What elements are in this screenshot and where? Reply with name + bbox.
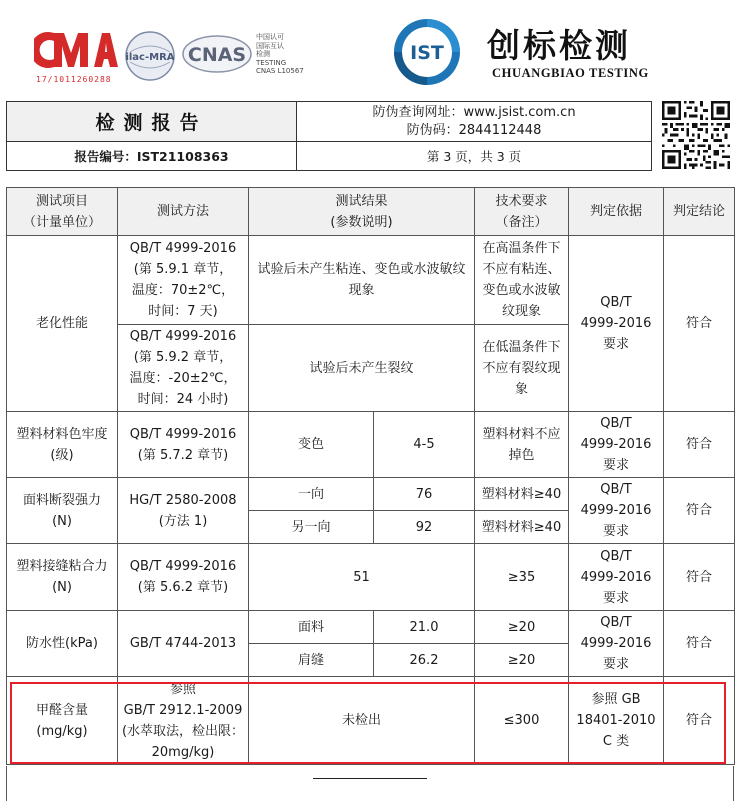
aging-method-1-text: QB/T 4999-2016 (第 5.9.1 章节， 温度：70±2℃， 时间：7 天) bbox=[129, 241, 237, 319]
aging-method-2 bbox=[118, 325, 249, 412]
header-item bbox=[7, 188, 118, 236]
aging-result-1: 试验后未产生粘连、变色或水波敏纹现象 bbox=[249, 236, 475, 325]
color-fastness-item bbox=[7, 412, 118, 478]
color-fastness-basis bbox=[569, 412, 664, 478]
table-row bbox=[7, 611, 735, 644]
ist-logo-icon bbox=[391, 16, 463, 88]
waterproof-param-2: 肩缝 bbox=[249, 644, 374, 677]
report-title-cell bbox=[7, 102, 297, 142]
report-number: 报告编号：IST21108363 bbox=[7, 142, 297, 170]
header-requirement bbox=[475, 188, 569, 236]
waterproof-item: 防水性(kPa) bbox=[7, 611, 118, 677]
tear-item-text: 面料断裂强力 (N) bbox=[22, 492, 101, 529]
cnas-side-text bbox=[256, 33, 304, 76]
aging-req-1: 在高温条件下不应有粘连、变色或水波敏纹现象 bbox=[475, 236, 569, 325]
cma-mark-icon bbox=[34, 28, 118, 72]
anti-fake-cell bbox=[297, 102, 651, 142]
cnas-line: 国际互认 bbox=[256, 41, 284, 50]
formaldehyde-conclusion: 符合 bbox=[664, 677, 735, 765]
aging-result-2: 试验后未产生裂纹 bbox=[249, 325, 475, 412]
svg-text:ilac-MRA: ilac-MRA bbox=[125, 52, 175, 63]
color-fastness-basis-text: QB/T 4999-2016 要求 bbox=[580, 416, 652, 473]
formaldehyde-result: 未检出 bbox=[249, 677, 475, 765]
cnas-line: TESTING bbox=[256, 58, 287, 67]
brand-name-cn: 创标检测 bbox=[487, 26, 631, 65]
formaldehyde-item-text: 甲醛含量 (mg/kg) bbox=[35, 702, 88, 739]
tear-method-text: HG/T 2580-2008 (方法 1) bbox=[129, 492, 237, 529]
ilac-mra-logo-icon bbox=[124, 30, 176, 82]
color-fastness-param: 变色 bbox=[249, 412, 374, 478]
cnas-logo-icon bbox=[182, 34, 252, 74]
seam-item bbox=[7, 544, 118, 611]
header-result bbox=[249, 188, 475, 236]
aging-item: 老化性能 bbox=[7, 236, 118, 412]
seam-method-text: QB/T 4999-2016 (第 5.6.2 章节) bbox=[129, 559, 237, 595]
aging-basis bbox=[569, 236, 664, 412]
header-conclusion bbox=[664, 188, 735, 236]
header-item-text: 测试项目 （计量单位） bbox=[22, 193, 101, 230]
aging-req-2: 在低温条件下不应有裂纹现象 bbox=[475, 325, 569, 412]
table-row bbox=[7, 412, 735, 478]
seam-basis-text: QB/T 4999-2016 要求 bbox=[580, 548, 652, 606]
cma-logo bbox=[34, 28, 118, 88]
formaldehyde-item bbox=[7, 677, 118, 765]
formaldehyde-req: ≤300 bbox=[475, 677, 569, 765]
report-title: 检测报告 bbox=[95, 112, 208, 134]
color-fastness-method bbox=[118, 412, 249, 478]
formaldehyde-basis bbox=[569, 677, 664, 765]
header-basis bbox=[569, 188, 664, 236]
aging-method-1 bbox=[118, 236, 249, 325]
aging-basis-text: QB/T 4999-2016 要求 bbox=[580, 295, 652, 352]
tear-conclusion: 符合 bbox=[664, 478, 735, 544]
end-of-report-line bbox=[313, 778, 427, 779]
tear-param-1: 一向 bbox=[249, 478, 374, 511]
color-fastness-value: 4-5 bbox=[374, 412, 475, 478]
tear-basis-text: QB/T 4999-2016 要求 bbox=[580, 482, 652, 539]
waterproof-value-2: 26.2 bbox=[374, 644, 475, 677]
cnas-line: 中国认可 bbox=[256, 33, 284, 41]
table-row bbox=[7, 236, 735, 325]
svg-text:IST: IST bbox=[410, 42, 444, 64]
color-fastness-conclusion: 符合 bbox=[664, 412, 735, 478]
table-row bbox=[7, 478, 735, 511]
seam-method bbox=[118, 544, 249, 611]
tear-value-1: 76 bbox=[374, 478, 475, 511]
tear-req-1: 塑料材料≥40 bbox=[475, 478, 569, 511]
svg-text:CNAS: CNAS bbox=[187, 44, 247, 66]
header-method bbox=[118, 188, 249, 236]
formaldehyde-method bbox=[118, 677, 249, 765]
formaldehyde-basis-text: 参照 GB 18401-2010 C 类 bbox=[576, 692, 656, 749]
waterproof-conclusion: 符合 bbox=[664, 611, 735, 677]
seam-basis bbox=[569, 544, 664, 611]
aging-method-2-text: QB/T 4999-2016 (第 5.9.2 章节， 温度：-20±2℃， 时间：24 小时) bbox=[129, 329, 237, 407]
header-result-text: 测试结果 (参数说明) bbox=[330, 193, 393, 230]
header-method-text: 测试方法 bbox=[156, 204, 209, 219]
waterproof-basis bbox=[569, 611, 664, 677]
waterproof-method: GB/T 4744-2013 bbox=[118, 611, 249, 677]
page-indicator: 第 3 页，共 3 页 bbox=[426, 149, 522, 164]
table-footer-frame bbox=[6, 766, 734, 801]
tear-req-2: 塑料材料≥40 bbox=[475, 511, 569, 544]
brand-name-en: CHUANGBIAO TESTING bbox=[492, 66, 649, 80]
color-fastness-req: 塑料材料不应掉色 bbox=[475, 412, 569, 478]
header-requirement-text: 技术要求 （备注） bbox=[495, 193, 548, 230]
seam-conclusion: 符合 bbox=[664, 544, 735, 611]
table-row bbox=[7, 677, 735, 765]
seam-item-text: 塑料接缝粘合力 (N) bbox=[16, 559, 108, 595]
waterproof-req-2: ≥20 bbox=[475, 644, 569, 677]
tear-method bbox=[118, 478, 249, 544]
waterproof-req-1: ≥20 bbox=[475, 611, 569, 644]
tear-item bbox=[7, 478, 118, 544]
waterproof-basis-text: QB/T 4999-2016 要求 bbox=[580, 615, 652, 672]
anti-fake-code: 防伪码：2844112448 bbox=[406, 122, 542, 138]
waterproof-value-1: 21.0 bbox=[374, 611, 475, 644]
cnas-line: 检测 bbox=[256, 50, 270, 59]
seam-value: 51 bbox=[249, 544, 475, 611]
anti-fake-url: 防伪查询网址：www.jsist.com.cn bbox=[372, 104, 576, 120]
color-fastness-method-text: QB/T 4999-2016 (第 5.7.2 章节) bbox=[129, 426, 237, 463]
waterproof-param-1: 面料 bbox=[249, 611, 374, 644]
qr-code-icon bbox=[662, 101, 730, 169]
color-fastness-item-text: 塑料材料色牢度 (级) bbox=[16, 426, 108, 463]
table-row bbox=[7, 544, 735, 611]
formaldehyde-method-text: 参照 GB/T 2912.1-2009 (水萃取法，检出限： 20mg/kg) bbox=[121, 681, 245, 760]
report-header-box bbox=[6, 101, 652, 171]
tear-param-2: 另一向 bbox=[249, 511, 374, 544]
tear-basis bbox=[569, 478, 664, 544]
table-header-row bbox=[7, 188, 735, 236]
tear-value-2: 92 bbox=[374, 511, 475, 544]
header-basis-text: 判定依据 bbox=[589, 204, 642, 219]
header-conclusion-text: 判定结论 bbox=[672, 204, 725, 219]
cnas-line: CNAS L10567 bbox=[256, 67, 304, 76]
aging-conclusion: 符合 bbox=[664, 236, 735, 412]
test-results-table bbox=[6, 187, 735, 765]
seam-req: ≥35 bbox=[475, 544, 569, 611]
cma-number: 17/1011260288 bbox=[36, 75, 112, 84]
